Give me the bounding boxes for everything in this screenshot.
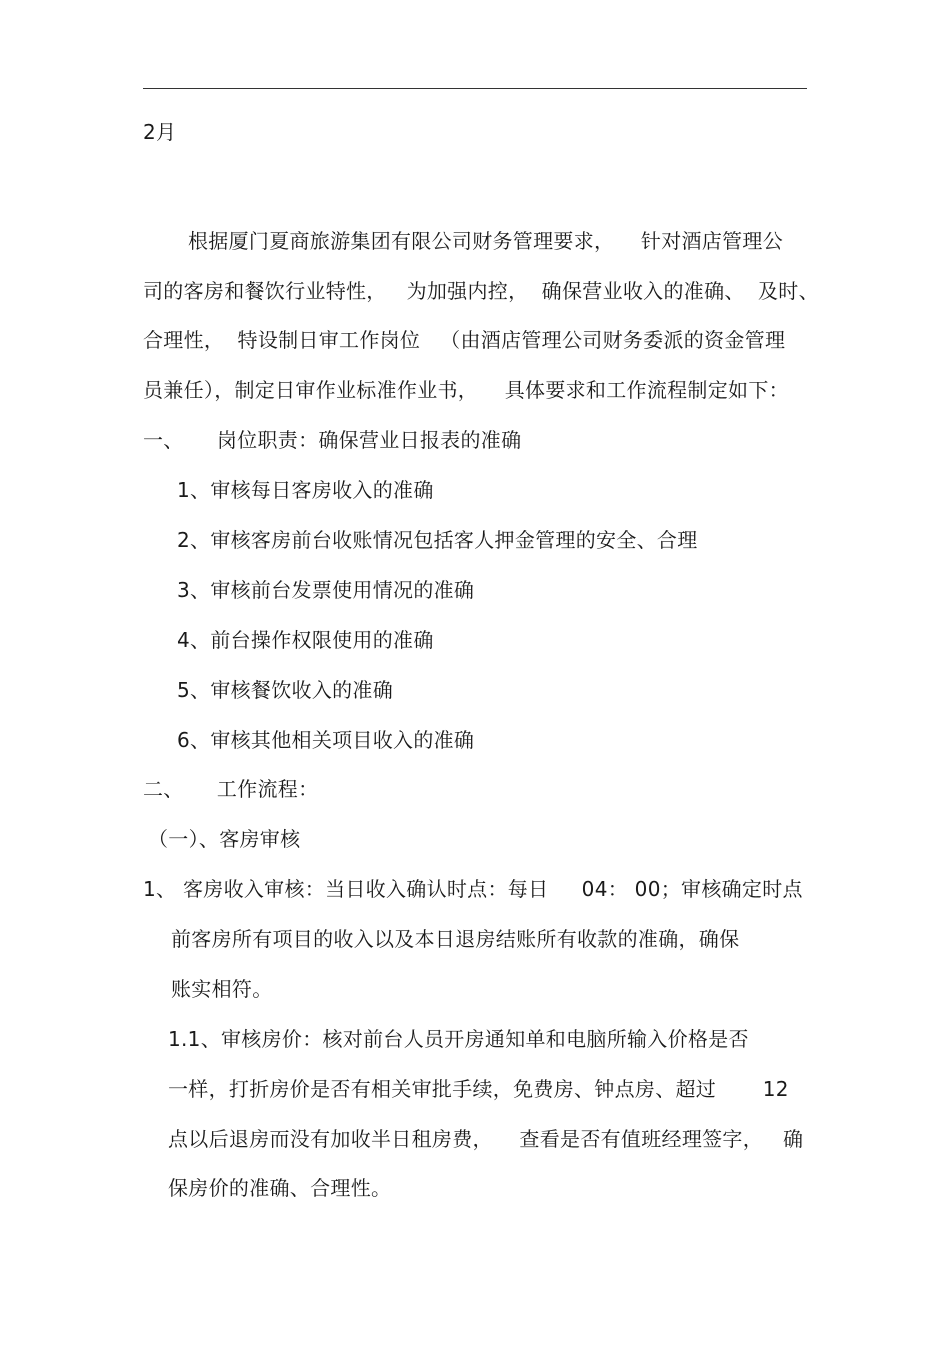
paragraph-line: 1.1、审核房价：核对前台人员开房通知单和电脑所输入价格是否 <box>168 1027 749 1051</box>
list-item: 1、审核每日客房收入的准确 <box>177 478 434 502</box>
month-label: 2月 <box>143 120 177 144</box>
intro-line: 司的客房和餐饮行业特性， 为加强内控， 确保营业收入的准确、 及时、 <box>143 279 819 303</box>
paragraph-line: 保房价的准确、合理性。 <box>168 1176 392 1200</box>
list-item: 6、审核其他相关项目收入的准确 <box>177 728 475 752</box>
paragraph-line: 1、 客房收入审核：当日收入确认时点：每日 04： 00；审核确定时点 <box>143 877 803 901</box>
intro-line: 合理性， 特设制日审工作岗位 （由酒店管理公司财务委派的资金管理 <box>143 328 786 352</box>
subsection-heading: （一）、客房审核 <box>148 827 301 851</box>
paragraph-line: 前客房所有项目的收入以及本日退房结账所有收款的准确，确保 <box>171 927 740 951</box>
list-item: 3、审核前台发票使用情况的准确 <box>177 578 475 602</box>
list-item: 2、审核客房前台收账情况包括客人押金管理的安全、合理 <box>177 528 698 552</box>
intro-line: 员兼任），制定日审作业标准作业书， 具体要求和工作流程制定如下： <box>143 378 789 402</box>
paragraph-line: 账实相符。 <box>171 977 273 1001</box>
list-item: 5、审核餐饮收入的准确 <box>177 678 394 702</box>
section-heading: 二、 工作流程： <box>143 777 319 801</box>
intro-line: 根据厦门夏商旅游集团有限公司财务管理要求， 针对酒店管理公 <box>188 229 784 253</box>
paragraph-line: 一样，打折房价是否有相关审批手续，免费房、钟点房、超过 12 <box>168 1077 789 1101</box>
section-heading: 一、 岗位职责：确保营业日报表的准确 <box>143 428 522 452</box>
header-rule <box>143 88 807 89</box>
paragraph-line: 点以后退房而没有加收半日租房费， 查看是否有值班经理签字， 确 <box>168 1127 804 1151</box>
list-item: 4、前台操作权限使用的准确 <box>177 628 434 652</box>
